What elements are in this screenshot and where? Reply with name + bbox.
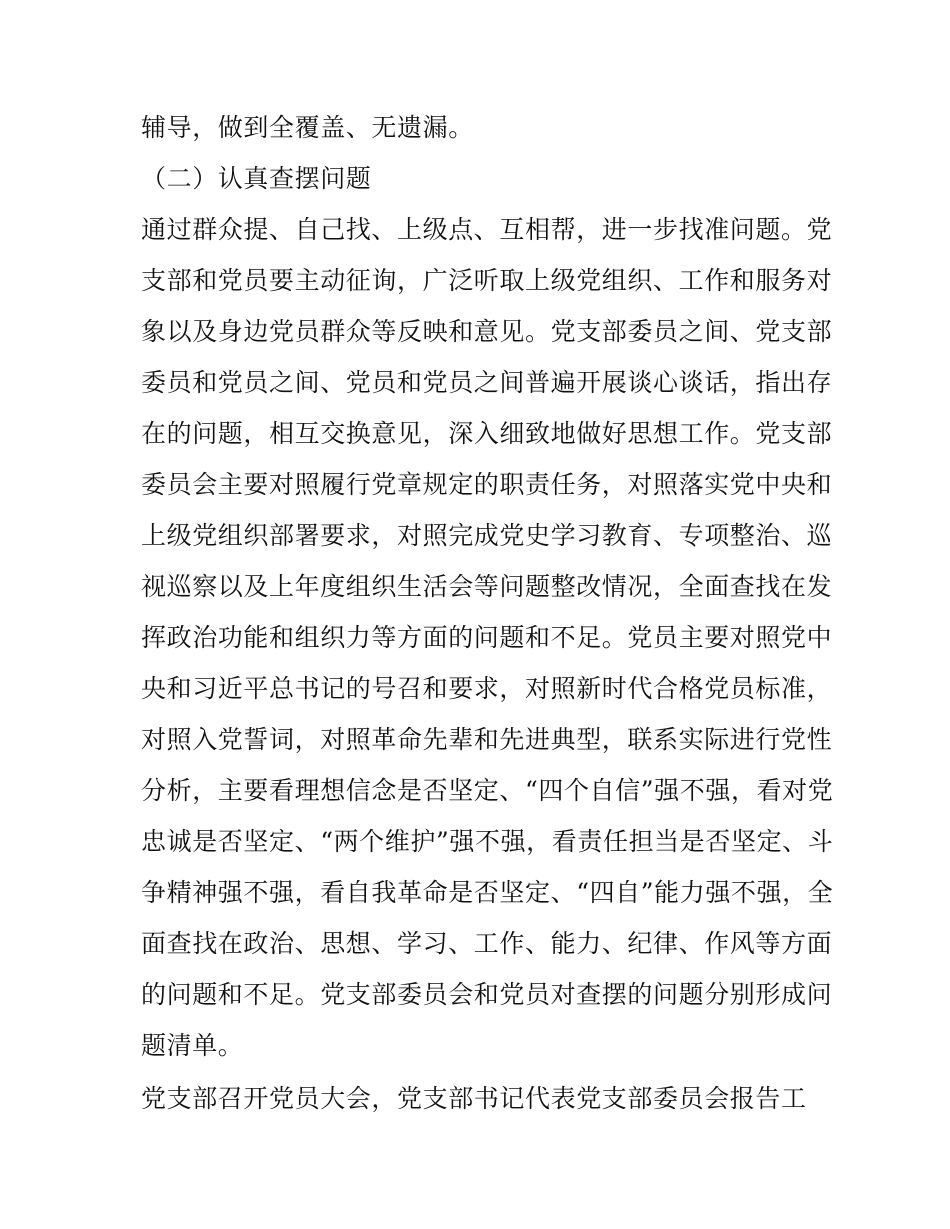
paragraph-line: 党支部召开党员大会，党支部书记代表党支部委员会报告工 (141, 1084, 807, 1113)
paragraph-line: 通过群众提、自己找、上级点、互相帮，进一步找准问题。党 (141, 215, 833, 244)
paragraph-line: 央和习近平总书记的号召和要求，对照新时代合格党员标准， (141, 674, 833, 703)
paragraph-line: 题清单。 (141, 1031, 244, 1060)
paragraph-line: 辅导，做到全覆盖、无遗漏。 (141, 113, 474, 142)
paragraph-line: 分析，主要看理想信念是否坚定、“四个自信”强不强，看对党 (141, 776, 834, 805)
paragraph-line: 面查找在政治、思想、学习、工作、能力、纪律、作风等方面 (141, 929, 833, 958)
paragraph-line: 对照入党誓词，对照革命先辈和先进典型，联系实际进行党性 (141, 725, 833, 754)
paragraph-line: 的问题和不足。党支部委员会和党员对查摆的问题分别形成问 (141, 980, 833, 1009)
paragraph-line: 委员会主要对照履行党章规定的职责任务，对照落实党中央和 (141, 470, 833, 499)
paragraph-line: 象以及身边党员群众等反映和意见。党支部委员之间、党支部 (141, 317, 833, 346)
paragraph-line: 上级党组织部署要求，对照完成党史学习教育、专项整治、巡 (141, 521, 833, 550)
paragraph-line: 争精神强不强，看自我革命是否坚定、“四自”能力强不强，全 (141, 878, 834, 907)
paragraph-line: 支部和党员要主动征询，广泛听取上级党组织、工作和服务对 (141, 266, 833, 295)
paragraph-line: 视巡察以及上年度组织生活会等问题整改情况，全面查找在发 (141, 572, 833, 601)
paragraph-line: 挥政治功能和组织力等方面的问题和不足。党员主要对照党中 (141, 623, 833, 652)
section-heading: （二）认真查摆问题 (141, 164, 372, 193)
paragraph-line: 忠诚是否坚定、“两个维护”强不强，看责任担当是否坚定、斗 (141, 827, 834, 856)
paragraph-line: 在的问题，相互交换意见，深入细致地做好思想工作。党支部 (141, 419, 833, 448)
paragraph-line: 委员和党员之间、党员和党员之间普遍开展谈心谈话，指出存 (141, 368, 833, 397)
